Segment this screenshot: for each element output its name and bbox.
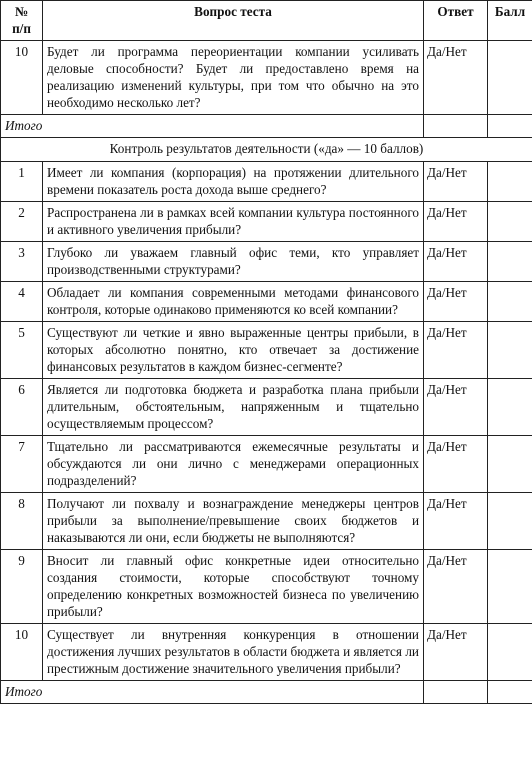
row-score-cell <box>488 202 532 242</box>
total-row <box>1 681 532 704</box>
row-answer: Да/Нет <box>424 162 488 202</box>
table-row <box>1 624 532 681</box>
row-question: Является ли подготовка бюджета и разработка плана прибыли длительным, обстоятельным, напряженным и тщательно осуществляемым процессом? <box>43 379 424 436</box>
row-question: Получают ли похвалу и вознаграждение менеджеры центров прибыли за выполнение/превышение своих бюджетов и наказываются ли они, если бюджеты не выполняются? <box>43 493 424 550</box>
row-score-cell <box>488 379 532 436</box>
table-row <box>1 242 532 282</box>
row-score-cell <box>488 322 532 379</box>
row-num: 4 <box>1 282 43 322</box>
row-score-cell <box>488 493 532 550</box>
row-score-cell <box>488 436 532 493</box>
total-label: Итого <box>1 681 424 704</box>
row-answer: Да/Нет <box>424 202 488 242</box>
row-answer: Да/Нет <box>424 379 488 436</box>
table-row <box>1 493 532 550</box>
table-row <box>1 202 532 242</box>
row-answer: Да/Нет <box>424 436 488 493</box>
row-num: 5 <box>1 322 43 379</box>
row-answer: Да/Нет <box>424 624 488 681</box>
row-num: 1 <box>1 162 43 202</box>
header-question: Вопрос теста <box>43 1 424 41</box>
row-score-cell <box>488 550 532 624</box>
row-num: 9 <box>1 550 43 624</box>
row-question: Глубоко ли уважаем главный офис теми, кто управляет производственными структурами? <box>43 242 424 282</box>
header-score: Балл <box>488 1 532 41</box>
row-question: Существуют ли четкие и явно выраженные центры прибыли, в которых абсолютно понятно, кто отвечает за достижение финансовых результатов в каждом бизнес-сегменте? <box>43 322 424 379</box>
row-question: Будет ли программа переориентации компании усиливать деловые способности? Будет ли предоставлено время на реализацию изменений культуры, при том что обычно на это необходимо несколько лет? <box>43 41 424 115</box>
table-row <box>1 550 532 624</box>
table-row <box>1 379 532 436</box>
row-question: Имеет ли компания (корпорация) на протяжении длительного времени показатель роста дохода выше среднего? <box>43 162 424 202</box>
row-answer: Да/Нет <box>424 41 488 115</box>
table-row <box>1 322 532 379</box>
header-num: № п/п <box>1 1 43 41</box>
row-answer: Да/Нет <box>424 282 488 322</box>
row-num: 10 <box>1 624 43 681</box>
row-num: 6 <box>1 379 43 436</box>
row-score-cell <box>488 282 532 322</box>
row-score-cell <box>488 162 532 202</box>
table-row <box>1 282 532 322</box>
row-score-cell <box>488 624 532 681</box>
table-row <box>1 41 532 115</box>
row-answer: Да/Нет <box>424 493 488 550</box>
section-row <box>1 138 532 162</box>
row-num: 3 <box>1 242 43 282</box>
row-answer: Да/Нет <box>424 322 488 379</box>
total-row <box>1 115 532 138</box>
total-answer-cell <box>424 681 488 704</box>
total-answer-cell <box>424 115 488 138</box>
row-num: 8 <box>1 493 43 550</box>
row-question: Тщательно ли рассматриваются ежемесячные результаты и обсуждаются ли они лично с менеджерами операционных подразделений? <box>43 436 424 493</box>
table-header-row <box>1 1 532 41</box>
row-score-cell <box>488 242 532 282</box>
total-score-cell <box>488 115 532 138</box>
row-question: Вносит ли главный офис конкретные идеи относительно создания стоимости, которые способствуют точному определению конкретных возможностей бизнеса по увеличению прибыли? <box>43 550 424 624</box>
table-row <box>1 436 532 493</box>
row-answer: Да/Нет <box>424 550 488 624</box>
row-question: Обладает ли компания современными методами финансового контроля, которые одинаково применяются ко всей компании? <box>43 282 424 322</box>
total-label: Итого <box>1 115 424 138</box>
total-score-cell <box>488 681 532 704</box>
header-answer: Ответ <box>424 1 488 41</box>
row-num: 10 <box>1 41 43 115</box>
row-score-cell <box>488 41 532 115</box>
section-title: Контроль результатов деятельности («да» — 10 баллов) <box>1 138 532 162</box>
row-num: 7 <box>1 436 43 493</box>
row-question: Существует ли внутренняя конкуренция в отношении достижения лучших результатов в области бюджета и является ли престижным достижение значительного увеличения прибыли? <box>43 624 424 681</box>
row-question: Распространена ли в рамках всей компании культура постоянного и активного увеличения прибыли? <box>43 202 424 242</box>
table-row <box>1 162 532 202</box>
row-num: 2 <box>1 202 43 242</box>
row-answer: Да/Нет <box>424 242 488 282</box>
